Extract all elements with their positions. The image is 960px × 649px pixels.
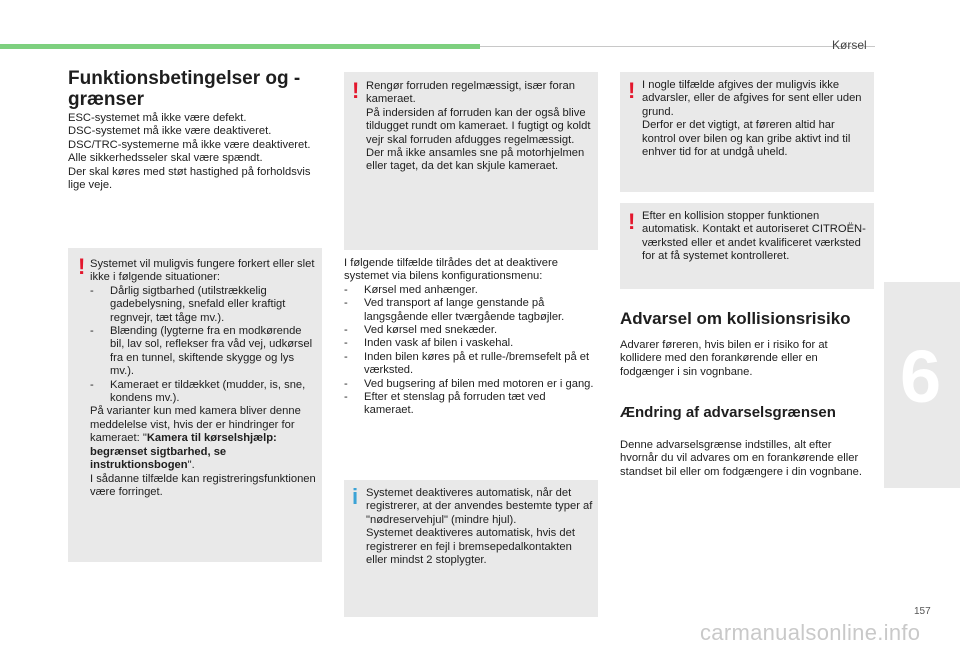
intro-line: Alle sikkerhedsseler skal være spændt. bbox=[68, 152, 263, 165]
warning-icon: ! bbox=[628, 78, 636, 103]
warning-text bbox=[366, 80, 594, 174]
header-rule bbox=[480, 46, 875, 47]
warning-icon: ! bbox=[352, 78, 360, 103]
info-line: Systemet deaktiveres automatisk, hvis det registrerer en fejl i bremsepedalkontakten eller mindst 2 stoplygter. bbox=[366, 527, 575, 567]
intro-line: DSC/TRC-systemerne må ikke være deaktiveret. bbox=[68, 138, 311, 151]
warning-icon: ! bbox=[628, 209, 636, 234]
warning-line: Rengør forruden regelmæssigt, især foran kameraet. bbox=[366, 80, 575, 106]
camera-message-note: På varianter kun med kamera bliver denne meddelelse vist, hvis der er hindringer for kameraet: "Kamera til kørselshjælp: begrænset sigtbarhed, se instruktionsbogen". bbox=[90, 405, 301, 472]
list-item: - Kameraet er tildækket (mudder, is, sne, kondens mv.). bbox=[90, 379, 318, 406]
warning-icon: ! bbox=[78, 254, 86, 279]
warning-box-alerts bbox=[620, 72, 874, 192]
warning-line: I nogle tilfælde afgives der muligvis ikke advarsler, eller de afgives for sent eller uden grund. bbox=[642, 79, 862, 118]
warning-last: I sådanne tilfælde kan registreringsfunktionen være forringet. bbox=[90, 472, 316, 498]
warning-line: På indersiden af forruden kan der også blive tildugget rundt om kameraet. I fugtigt og koldt vejr skal forruden afdugges regelmæssigt. bbox=[366, 106, 591, 146]
deactivate-section bbox=[344, 257, 598, 418]
header-accent-bar bbox=[0, 44, 480, 49]
conditions-intro bbox=[68, 112, 313, 192]
list-item: - Efter et stenslag på forruden tæt ved kameraet. bbox=[344, 391, 598, 418]
section-title-collision-risk: Advarsel om kollisionsrisiko bbox=[620, 309, 851, 328]
intro-line: Der skal køres med støt hastighed på forholdsvis lige veje. bbox=[68, 165, 311, 192]
watermark: carmanualsonline.info bbox=[700, 620, 921, 645]
info-text bbox=[366, 487, 594, 567]
limitations-list bbox=[90, 285, 318, 406]
page-number: 157 bbox=[914, 606, 931, 617]
warning-box-cleaning bbox=[344, 72, 598, 250]
warning-text: Efter en kollision stopper funktionen automatisk. Kontakt et autoriseret CITROËN-værksted eller et andet kvalificeret værksted for at få systemet kontrolleret. bbox=[642, 210, 866, 263]
deactivate-list bbox=[344, 284, 598, 418]
warning-line: Derfor er det vigtigt, at føreren altid har kontrol over bilen og kan gribe aktivt ind til enhver tid for at undgå uheld. bbox=[642, 119, 851, 159]
list-item: - Kørsel med anhænger. bbox=[344, 284, 598, 297]
info-icon: i bbox=[352, 484, 359, 509]
list-item: - Ved bugsering af bilen med motoren er i gang. bbox=[344, 378, 598, 391]
list-item: - Blænding (lygterne fra en modkørende bil, lav sol, reflekser fra våd vej, udkørsel fra en tunnel, skiftende skygge og lys mv.). bbox=[90, 325, 318, 379]
list-item: - Ved kørsel med snekæder. bbox=[344, 324, 598, 337]
deactivate-lead: I følgende tilfælde tilrådes det at deaktivere systemet via bilens konfigurationsmenu: bbox=[344, 257, 558, 283]
list-item: - Dårlig sigtbarhed (utilstrækkelig gadebelysning, snefald eller kraftigt regnvejr, tæt tåge mv.). bbox=[90, 285, 318, 325]
intro-line: ESC-systemet må ikke være defekt. bbox=[68, 112, 247, 124]
warning-text bbox=[642, 79, 870, 159]
warning-box-collision bbox=[620, 203, 874, 289]
info-box-auto-deactivation bbox=[344, 480, 598, 617]
list-item: - Ved transport af lange genstande på langsgående eller tværgående tagbøjler. bbox=[344, 297, 598, 324]
threshold-text: Denne advarselsgrænse indstilles, alt efter hvornår du vil advares om en forankørende eller standset bil eller om fodgængere i din vognbane. bbox=[620, 439, 862, 478]
warning-lead: Systemet vil muligvis fungere forkert eller slet ikke i følgende situationer: bbox=[90, 258, 315, 284]
camera-message: Kamera til kørselshjælp: begrænset sigtbarhed, se instruktionsbogen bbox=[90, 432, 277, 472]
chapter-number: 6 bbox=[900, 335, 942, 418]
subsection-title-threshold: Ændring af advarselsgrænsen bbox=[620, 404, 836, 421]
section-title-conditions: Funktionsbetingelser og -grænser bbox=[68, 68, 301, 110]
warning-box-limitations bbox=[68, 248, 322, 562]
list-item: - Inden vask af bilen i vaskehal. bbox=[344, 337, 598, 350]
info-line: Systemet deaktiveres automatisk, når det registrerer, at der anvendes bestemte typer af "nødreservehjul" (mindre hjul). bbox=[366, 487, 593, 526]
chapter-title: Kørsel bbox=[832, 38, 867, 52]
intro-line: DSC-systemet må ikke være deaktiveret. bbox=[68, 125, 272, 138]
list-item: - Inden bilen køres på et rulle-/bremsefelt på et værksted. bbox=[344, 351, 598, 378]
warning-text bbox=[90, 258, 318, 499]
warning-line: Der må ikke ansamles sne på motorhjelmen eller taget, da det kan skjule kameraet. bbox=[366, 147, 585, 173]
collision-risk-text: Advarer føreren, hvis bilen er i risiko for at kollidere med den forankørende eller en fodgænger i sin vognbane. bbox=[620, 339, 828, 378]
